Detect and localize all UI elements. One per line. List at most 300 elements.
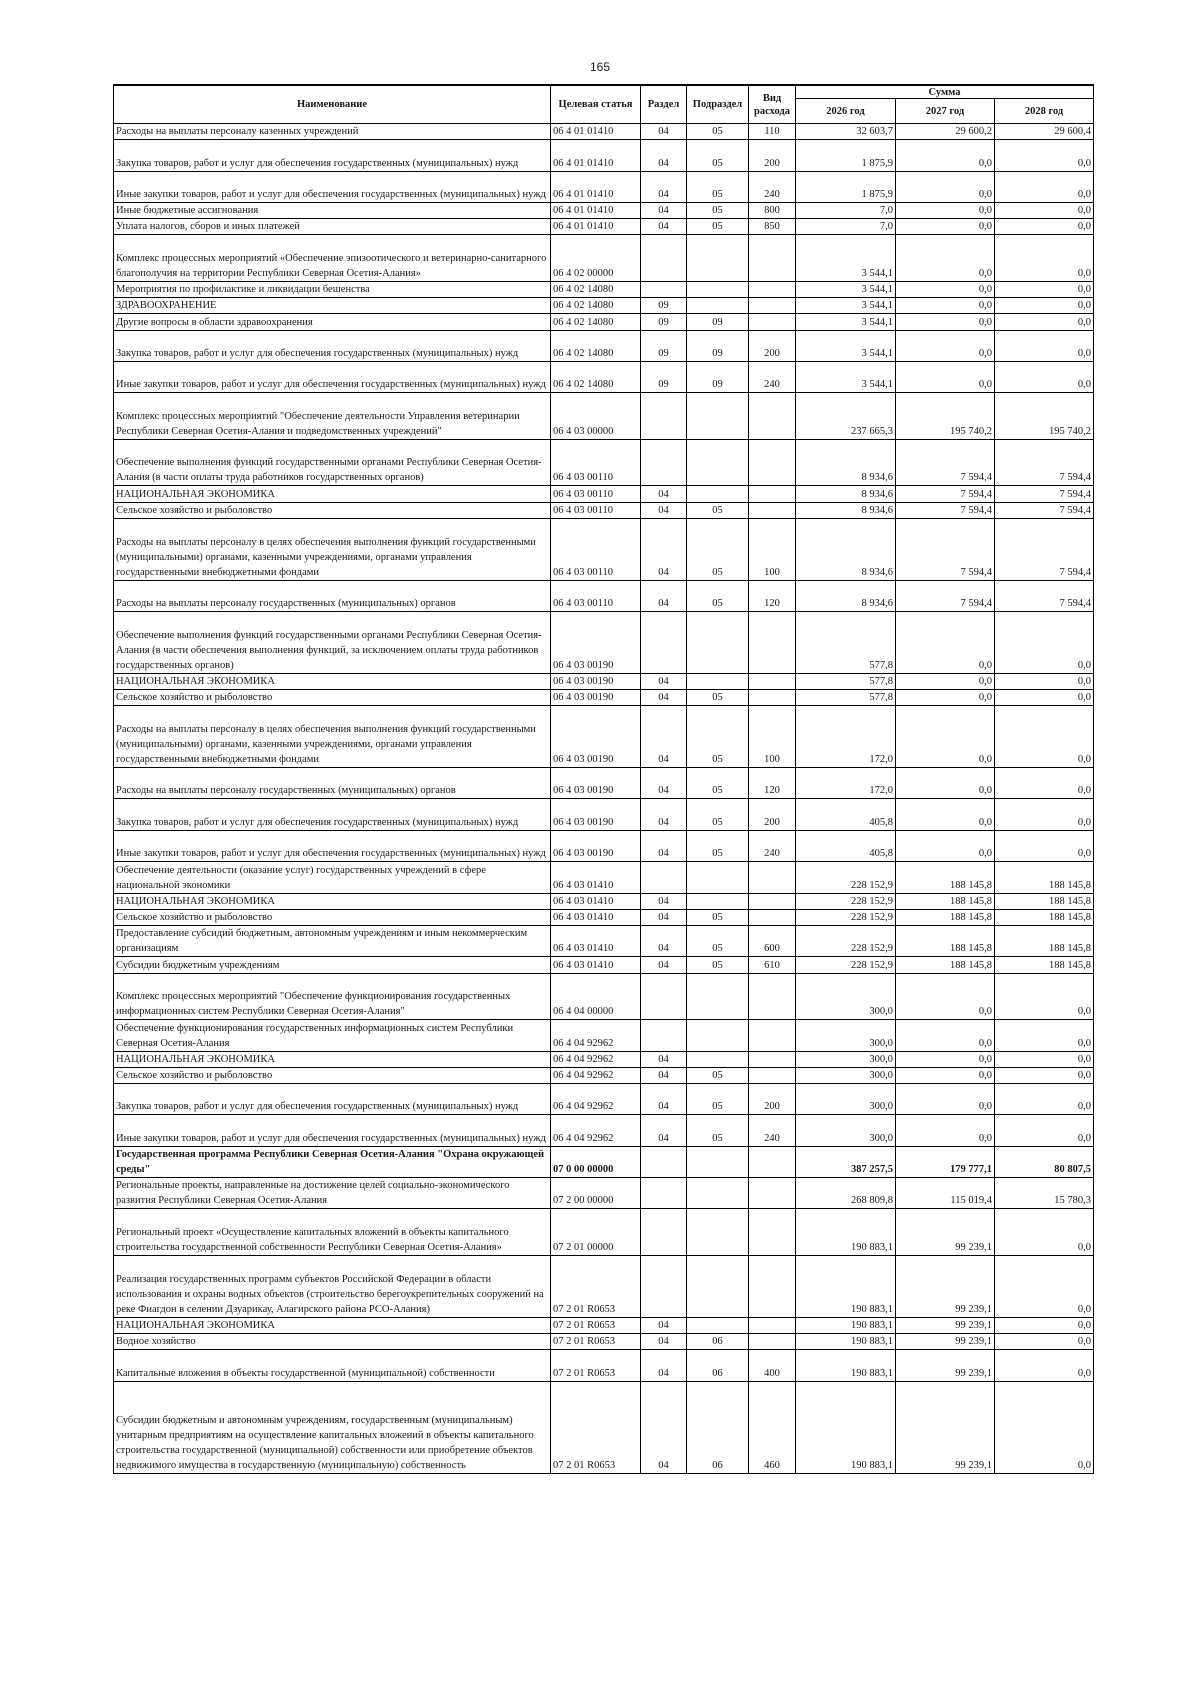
budget-table	[113, 84, 1094, 1474]
row-sum-2028: 0,0	[995, 1334, 1094, 1350]
row-subsection	[687, 235, 749, 282]
table-row	[114, 612, 1094, 674]
row-name: Комплекс процессных мероприятий «Обеспечение эпизоотического и ветеринарно-санитарного благополучия на территории Республики Северная Осетия-Алания»	[114, 235, 551, 282]
row-subsection	[687, 281, 749, 297]
row-name: Расходы на выплаты персоналу казенных учреждений	[114, 124, 551, 140]
row-sum-2028: 7 594,4	[995, 439, 1094, 486]
row-name: Субсидии бюджетным учреждениям	[114, 957, 551, 973]
row-expense-type	[749, 1334, 796, 1350]
table-row	[114, 502, 1094, 518]
row-target-code: 06 4 02 14080	[551, 361, 641, 392]
header-name: Наименование	[114, 85, 551, 124]
row-expense-type: 850	[749, 219, 796, 235]
row-section: 09	[641, 361, 687, 392]
row-sum-2027: 115 019,4	[896, 1178, 995, 1209]
row-target-code: 06 4 03 00190	[551, 768, 641, 799]
row-expense-type	[749, 1317, 796, 1333]
row-name: НАЦИОНАЛЬНАЯ ЭКОНОМИКА	[114, 673, 551, 689]
row-subsection: 05	[687, 124, 749, 140]
row-sum-2026: 405,8	[796, 799, 896, 830]
row-sum-2026: 228 152,9	[796, 925, 896, 956]
row-section	[641, 393, 687, 440]
row-sum-2026: 3 544,1	[796, 361, 896, 392]
row-target-code: 06 4 04 00000	[551, 973, 641, 1020]
row-expense-type: 200	[749, 799, 796, 830]
row-sum-2028: 0,0	[995, 799, 1094, 830]
row-expense-type: 120	[749, 768, 796, 799]
page-number: 165	[589, 60, 611, 74]
row-sum-2028: 0,0	[995, 673, 1094, 689]
table-row	[114, 909, 1094, 925]
row-sum-2026: 172,0	[796, 706, 896, 768]
row-expense-type	[749, 612, 796, 674]
row-section	[641, 281, 687, 297]
row-name: Иные закупки товаров, работ и услуг для обеспечения государственных (муниципальных) нужд	[114, 361, 551, 392]
row-sum-2028: 188 145,8	[995, 925, 1094, 956]
row-subsection	[687, 1178, 749, 1209]
row-subsection	[687, 1209, 749, 1256]
row-target-code: 06 4 04 92962	[551, 1051, 641, 1067]
row-sum-2028: 7 594,4	[995, 502, 1094, 518]
row-expense-type	[749, 298, 796, 314]
row-sum-2027: 0,0	[896, 1067, 995, 1083]
row-sum-2027: 188 145,8	[896, 957, 995, 973]
row-subsection	[687, 893, 749, 909]
row-target-code: 06 4 01 01410	[551, 171, 641, 202]
row-sum-2027: 0,0	[896, 830, 995, 861]
row-sum-2027: 7 594,4	[896, 502, 995, 518]
row-expense-type	[749, 314, 796, 330]
row-section: 09	[641, 330, 687, 361]
row-subsection	[687, 1146, 749, 1177]
row-subsection	[687, 1020, 749, 1051]
row-subsection: 05	[687, 140, 749, 171]
row-target-code: 07 0 00 00000	[551, 1146, 641, 1177]
table-row	[114, 314, 1094, 330]
table-row	[114, 202, 1094, 218]
row-sum-2028: 188 145,8	[995, 893, 1094, 909]
table-row	[114, 1083, 1094, 1114]
row-name: Другие вопросы в области здравоохранения	[114, 314, 551, 330]
row-target-code: 06 4 02 14080	[551, 314, 641, 330]
header-expense-type: Вид расхода	[749, 85, 796, 124]
row-section: 04	[641, 502, 687, 518]
row-target-code: 06 4 03 00000	[551, 393, 641, 440]
row-target-code: 07 2 01 R0653	[551, 1350, 641, 1381]
row-sum-2028: 0,0	[995, 202, 1094, 218]
row-expense-type: 240	[749, 171, 796, 202]
row-sum-2028: 188 145,8	[995, 862, 1094, 893]
row-expense-type	[749, 973, 796, 1020]
row-name: Сельское хозяйство и рыболовство	[114, 690, 551, 706]
row-name: Закупка товаров, работ и услуг для обеспечения государственных (муниципальных) нужд	[114, 140, 551, 171]
row-section: 04	[641, 893, 687, 909]
row-sum-2026: 387 257,5	[796, 1146, 896, 1177]
row-sum-2027: 0,0	[896, 1051, 995, 1067]
row-section: 04	[641, 171, 687, 202]
row-sum-2027: 0,0	[896, 281, 995, 297]
row-sum-2027: 99 239,1	[896, 1317, 995, 1333]
row-sum-2028: 0,0	[995, 298, 1094, 314]
row-name: Обеспечение функционирования государственных информационных систем Республики Северная Осетия-Алания	[114, 1020, 551, 1051]
row-subsection: 06	[687, 1381, 749, 1473]
row-subsection	[687, 1051, 749, 1067]
row-sum-2027: 0,0	[896, 314, 995, 330]
row-expense-type	[749, 1146, 796, 1177]
table-row	[114, 1381, 1094, 1473]
row-sum-2026: 190 883,1	[796, 1334, 896, 1350]
table-row	[114, 518, 1094, 580]
row-sum-2026: 8 934,6	[796, 580, 896, 611]
table-row	[114, 673, 1094, 689]
row-target-code: 06 4 03 01410	[551, 925, 641, 956]
row-target-code: 07 2 01 R0653	[551, 1381, 641, 1473]
row-name: Государственная программа Республики Северная Осетия-Алания "Охрана окружающей среды"	[114, 1146, 551, 1177]
row-target-code: 06 4 02 00000	[551, 235, 641, 282]
row-section	[641, 1146, 687, 1177]
row-sum-2027: 188 145,8	[896, 893, 995, 909]
row-target-code: 06 4 03 00110	[551, 502, 641, 518]
row-name: Уплата налогов, сборов и иных платежей	[114, 219, 551, 235]
row-name: Сельское хозяйство и рыболовство	[114, 909, 551, 925]
table-row	[114, 768, 1094, 799]
row-section: 04	[641, 518, 687, 580]
row-sum-2027: 99 239,1	[896, 1256, 995, 1318]
row-sum-2027: 99 239,1	[896, 1334, 995, 1350]
row-sum-2027: 99 239,1	[896, 1381, 995, 1473]
row-target-code: 06 4 04 92962	[551, 1020, 641, 1051]
row-expense-type: 200	[749, 330, 796, 361]
table-row	[114, 393, 1094, 440]
table-row	[114, 171, 1094, 202]
table-row	[114, 281, 1094, 297]
row-sum-2028: 29 600,4	[995, 124, 1094, 140]
table-row	[114, 706, 1094, 768]
row-target-code: 06 4 01 01410	[551, 140, 641, 171]
row-subsection: 05	[687, 1067, 749, 1083]
table-row	[114, 1178, 1094, 1209]
row-section: 04	[641, 140, 687, 171]
row-subsection: 05	[687, 768, 749, 799]
row-section: 04	[641, 673, 687, 689]
row-sum-2026: 1 875,9	[796, 140, 896, 171]
row-sum-2027: 0,0	[896, 330, 995, 361]
row-target-code: 06 4 02 14080	[551, 330, 641, 361]
row-subsection	[687, 1317, 749, 1333]
row-expense-type	[749, 893, 796, 909]
row-sum-2026: 3 544,1	[796, 235, 896, 282]
row-sum-2027: 0,0	[896, 706, 995, 768]
row-section	[641, 862, 687, 893]
row-expense-type	[749, 1051, 796, 1067]
row-sum-2028: 7 594,4	[995, 486, 1094, 502]
table-row	[114, 486, 1094, 502]
row-sum-2027: 0,0	[896, 973, 995, 1020]
row-expense-type: 240	[749, 1115, 796, 1146]
row-subsection: 05	[687, 202, 749, 218]
row-sum-2028: 0,0	[995, 219, 1094, 235]
row-subsection	[687, 973, 749, 1020]
row-sum-2027: 29 600,2	[896, 124, 995, 140]
row-sum-2027: 7 594,4	[896, 439, 995, 486]
row-sum-2028: 0,0	[995, 612, 1094, 674]
row-subsection	[687, 612, 749, 674]
row-target-code: 07 2 01 R0653	[551, 1256, 641, 1318]
row-section: 04	[641, 957, 687, 973]
row-sum-2026: 300,0	[796, 1020, 896, 1051]
row-name: Предоставление субсидий бюджетным, автономным учреждениям и иным некоммерческим организациям	[114, 925, 551, 956]
row-section: 04	[641, 124, 687, 140]
row-section: 04	[641, 1317, 687, 1333]
row-sum-2028: 195 740,2	[995, 393, 1094, 440]
row-section	[641, 1178, 687, 1209]
row-subsection: 06	[687, 1334, 749, 1350]
row-sum-2027: 0,0	[896, 612, 995, 674]
row-target-code: 06 4 03 00190	[551, 673, 641, 689]
row-name: Обеспечение выполнения функций государственными органами Республики Северная Осетия-Алания (в части обеспечения выполнения функций, за исключением оплаты труда работников государственных органов)	[114, 612, 551, 674]
row-subsection: 05	[687, 502, 749, 518]
row-target-code: 06 4 01 01410	[551, 202, 641, 218]
row-section: 09	[641, 314, 687, 330]
table-row	[114, 580, 1094, 611]
row-target-code: 07 2 01 R0653	[551, 1334, 641, 1350]
row-sum-2026: 228 152,9	[796, 957, 896, 973]
row-name: Расходы на выплаты персоналу в целях обеспечения выполнения функций государственными (муниципальными) органами, казенными учреждениями, органами управления государственными внебюджетными фондами	[114, 518, 551, 580]
row-sum-2026: 237 665,3	[796, 393, 896, 440]
row-target-code: 06 4 01 01410	[551, 124, 641, 140]
row-subsection: 05	[687, 957, 749, 973]
row-sum-2028: 0,0	[995, 1067, 1094, 1083]
row-sum-2027: 0,0	[896, 171, 995, 202]
row-sum-2026: 7,0	[796, 202, 896, 218]
row-expense-type	[749, 690, 796, 706]
row-sum-2026: 8 934,6	[796, 439, 896, 486]
row-expense-type	[749, 1209, 796, 1256]
row-sum-2026: 8 934,6	[796, 518, 896, 580]
row-section	[641, 612, 687, 674]
row-subsection: 05	[687, 1115, 749, 1146]
row-sum-2027: 7 594,4	[896, 518, 995, 580]
row-section: 04	[641, 219, 687, 235]
row-sum-2026: 300,0	[796, 1051, 896, 1067]
row-sum-2028: 0,0	[995, 235, 1094, 282]
row-name: Региональные проекты, направленные на достижение целей социально-экономического развития Республики Северная Осетия-Алания	[114, 1178, 551, 1209]
row-sum-2026: 190 883,1	[796, 1209, 896, 1256]
row-sum-2028: 0,0	[995, 1051, 1094, 1067]
row-sum-2027: 0,0	[896, 140, 995, 171]
row-target-code: 06 4 04 92962	[551, 1083, 641, 1114]
row-sum-2026: 268 809,8	[796, 1178, 896, 1209]
row-sum-2028: 188 145,8	[995, 909, 1094, 925]
row-expense-type: 100	[749, 518, 796, 580]
row-sum-2028: 0,0	[995, 1209, 1094, 1256]
row-sum-2027: 188 145,8	[896, 909, 995, 925]
row-subsection: 05	[687, 1083, 749, 1114]
row-target-code: 06 4 03 00190	[551, 799, 641, 830]
row-name: НАЦИОНАЛЬНАЯ ЭКОНОМИКА	[114, 486, 551, 502]
row-target-code: 06 4 03 01410	[551, 893, 641, 909]
row-name: Иные бюджетные ассигнования	[114, 202, 551, 218]
row-section	[641, 439, 687, 486]
row-subsection: 05	[687, 925, 749, 956]
row-section: 04	[641, 202, 687, 218]
table-row	[114, 690, 1094, 706]
row-name: Обеспечение деятельности (оказание услуг) государственных учреждений в сфере национальной экономики	[114, 862, 551, 893]
row-section: 04	[641, 580, 687, 611]
row-section: 04	[641, 925, 687, 956]
row-name: Закупка товаров, работ и услуг для обеспечения государственных (муниципальных) нужд	[114, 1083, 551, 1114]
row-section	[641, 235, 687, 282]
table-row	[114, 830, 1094, 861]
row-subsection: 05	[687, 219, 749, 235]
row-subsection	[687, 298, 749, 314]
row-target-code: 06 4 03 00110	[551, 518, 641, 580]
row-target-code: 06 4 02 14080	[551, 281, 641, 297]
row-sum-2027: 0,0	[896, 673, 995, 689]
row-name: Расходы на выплаты персоналу государственных (муниципальных) органов	[114, 768, 551, 799]
row-sum-2026: 8 934,6	[796, 486, 896, 502]
row-sum-2028: 0,0	[995, 1083, 1094, 1114]
row-target-code: 06 4 03 00110	[551, 486, 641, 502]
table-row	[114, 140, 1094, 171]
table-row	[114, 330, 1094, 361]
row-sum-2027: 195 740,2	[896, 393, 995, 440]
row-sum-2028: 80 807,5	[995, 1146, 1094, 1177]
table-row	[114, 1209, 1094, 1256]
row-subsection	[687, 862, 749, 893]
row-expense-type	[749, 909, 796, 925]
row-sum-2027: 7 594,4	[896, 486, 995, 502]
row-name: Реализация государственных программ субъектов Российской Федерации в области использования и охраны водных объектов (строительство берегоукрепительных сооружений на реке Фиагдон в селении Дзуарикау, Алагирского района РСО-Алания)	[114, 1256, 551, 1318]
row-sum-2026: 300,0	[796, 1115, 896, 1146]
row-name: Иные закупки товаров, работ и услуг для обеспечения государственных (муниципальных) нужд	[114, 1115, 551, 1146]
row-section: 04	[641, 768, 687, 799]
row-target-code: 06 4 03 00190	[551, 706, 641, 768]
row-expense-type: 240	[749, 830, 796, 861]
row-subsection	[687, 1256, 749, 1318]
header-subsection: Подраздел	[687, 85, 749, 124]
row-sum-2027: 0,0	[896, 202, 995, 218]
table-row	[114, 298, 1094, 314]
row-sum-2028: 0,0	[995, 1317, 1094, 1333]
row-name: Закупка товаров, работ и услуг для обеспечения государственных (муниципальных) нужд	[114, 330, 551, 361]
row-sum-2026: 228 152,9	[796, 909, 896, 925]
row-name: Региональный проект «Осуществление капитальных вложений в объекты капитального строительства государственной собственности Республики Северная Осетия-Алания»	[114, 1209, 551, 1256]
row-subsection: 05	[687, 518, 749, 580]
row-expense-type	[749, 673, 796, 689]
row-sum-2027: 179 777,1	[896, 1146, 995, 1177]
header-2026: 2026 год	[796, 99, 896, 124]
header-sum: Сумма	[796, 85, 1094, 99]
row-section	[641, 1020, 687, 1051]
row-sum-2028: 0,0	[995, 768, 1094, 799]
row-sum-2027: 99 239,1	[896, 1350, 995, 1381]
row-name: Иные закупки товаров, работ и услуг для обеспечения государственных (муниципальных) нужд	[114, 830, 551, 861]
row-name: Иные закупки товаров, работ и услуг для обеспечения государственных (муниципальных) нужд	[114, 171, 551, 202]
row-expense-type	[749, 235, 796, 282]
row-sum-2028: 0,0	[995, 330, 1094, 361]
table-row	[114, 1067, 1094, 1083]
row-subsection: 05	[687, 830, 749, 861]
row-sum-2026: 300,0	[796, 1083, 896, 1114]
row-sum-2028: 0,0	[995, 830, 1094, 861]
row-expense-type	[749, 502, 796, 518]
row-name: Капитальные вложения в объекты государственной (муниципальной) собственности	[114, 1350, 551, 1381]
row-sum-2028: 7 594,4	[995, 518, 1094, 580]
table-row	[114, 235, 1094, 282]
row-section: 04	[641, 1115, 687, 1146]
table-row	[114, 1146, 1094, 1177]
table-row	[114, 1256, 1094, 1318]
row-name: Расходы на выплаты персоналу государственных (муниципальных) органов	[114, 580, 551, 611]
row-expense-type	[749, 439, 796, 486]
row-section: 04	[641, 486, 687, 502]
row-name: Обеспечение выполнения функций государственными органами Республики Северная Осетия-Алания (в части оплаты труда работников государственных органов)	[114, 439, 551, 486]
row-section: 04	[641, 1067, 687, 1083]
header-target: Целевая статья	[551, 85, 641, 124]
row-sum-2026: 405,8	[796, 830, 896, 861]
header-2027: 2027 год	[896, 99, 995, 124]
row-subsection: 05	[687, 580, 749, 611]
row-target-code: 06 4 01 01410	[551, 219, 641, 235]
row-sum-2026: 3 544,1	[796, 281, 896, 297]
row-name: Комплекс процессных мероприятий "Обеспечение функционирования государственных информационных систем Республики Северная Осетия-Алания"	[114, 973, 551, 1020]
row-sum-2027: 0,0	[896, 1115, 995, 1146]
row-subsection: 09	[687, 330, 749, 361]
row-sum-2026: 300,0	[796, 973, 896, 1020]
row-expense-type: 610	[749, 957, 796, 973]
table-row	[114, 799, 1094, 830]
row-sum-2028: 0,0	[995, 140, 1094, 171]
table-row	[114, 1350, 1094, 1381]
row-target-code: 07 2 00 00000	[551, 1178, 641, 1209]
row-target-code: 06 4 04 92962	[551, 1067, 641, 1083]
row-sum-2026: 228 152,9	[796, 862, 896, 893]
table-row	[114, 973, 1094, 1020]
row-expense-type: 110	[749, 124, 796, 140]
row-sum-2026: 190 883,1	[796, 1381, 896, 1473]
table-row	[114, 957, 1094, 973]
row-expense-type: 800	[749, 202, 796, 218]
row-name: НАЦИОНАЛЬНАЯ ЭКОНОМИКА	[114, 1317, 551, 1333]
row-sum-2027: 0,0	[896, 690, 995, 706]
row-subsection: 09	[687, 361, 749, 392]
row-sum-2026: 7,0	[796, 219, 896, 235]
row-target-code: 07 2 01 R0653	[551, 1317, 641, 1333]
row-subsection: 05	[687, 171, 749, 202]
table-row	[114, 361, 1094, 392]
row-sum-2027: 0,0	[896, 1020, 995, 1051]
row-expense-type: 460	[749, 1381, 796, 1473]
table-header	[114, 85, 1094, 124]
row-expense-type: 240	[749, 361, 796, 392]
row-sum-2027: 0,0	[896, 235, 995, 282]
row-section	[641, 1209, 687, 1256]
row-name: Мероприятия по профилактике и ликвидации бешенства	[114, 281, 551, 297]
row-sum-2027: 0,0	[896, 1083, 995, 1114]
row-subsection: 05	[687, 690, 749, 706]
row-subsection	[687, 439, 749, 486]
row-expense-type: 200	[749, 140, 796, 171]
row-section: 04	[641, 909, 687, 925]
row-sum-2026: 172,0	[796, 768, 896, 799]
table-row	[114, 862, 1094, 893]
row-target-code: 06 4 03 00190	[551, 690, 641, 706]
row-section: 09	[641, 298, 687, 314]
row-subsection	[687, 393, 749, 440]
row-sum-2028: 0,0	[995, 1256, 1094, 1318]
row-target-code: 06 4 03 00190	[551, 612, 641, 674]
